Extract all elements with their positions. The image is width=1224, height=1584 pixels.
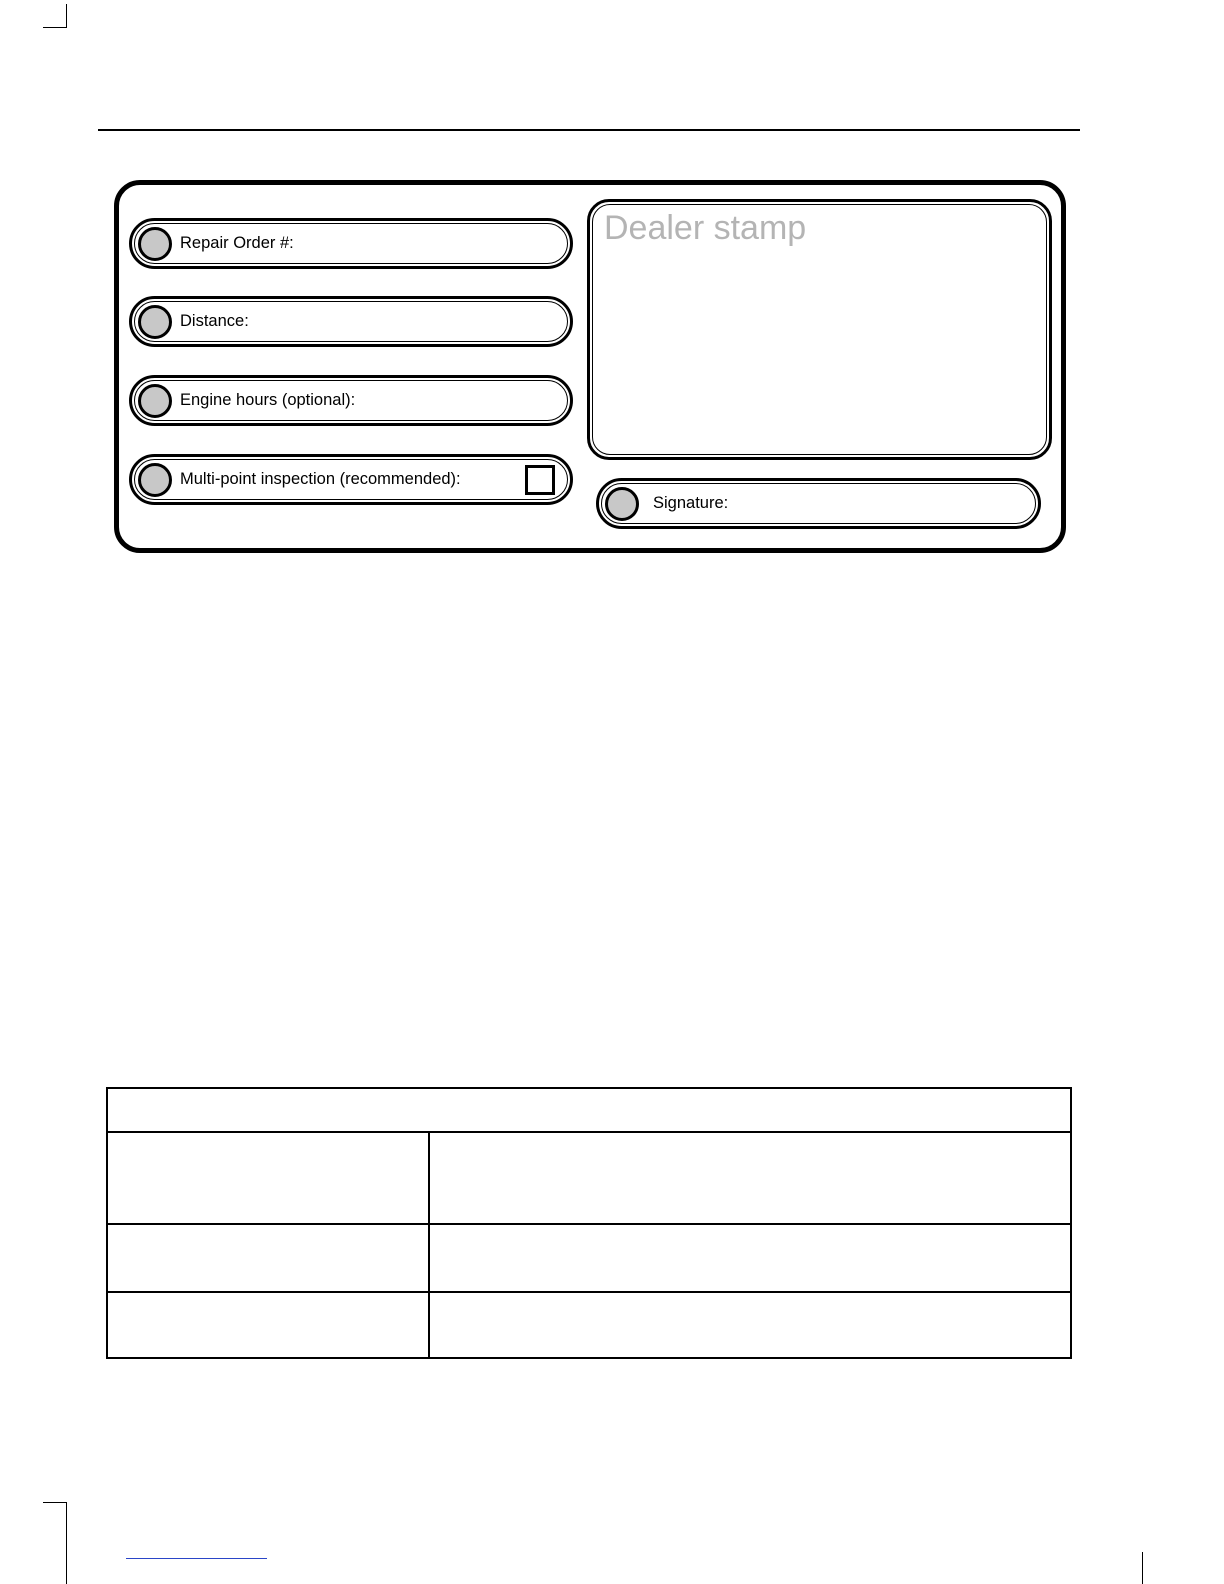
multi-point-inspection-field — [129, 454, 573, 505]
field-bullet-icon — [138, 384, 172, 418]
blank-record-table — [106, 1087, 1072, 1359]
table-row-divider — [108, 1291, 1070, 1293]
distance-label: Distance: — [180, 312, 249, 330]
repair-order-field[interactable] — [129, 218, 573, 269]
multi-point-inspection-label: Multi-point inspection (recommended): — [180, 470, 461, 488]
field-bullet-icon — [138, 227, 172, 261]
table-column-divider — [428, 1131, 430, 1359]
field-bullet-icon — [138, 463, 172, 497]
table-row-divider — [108, 1223, 1070, 1225]
crop-mark-bottom-left-horizontal — [43, 1502, 67, 1503]
engine-hours-field[interactable] — [129, 375, 573, 426]
crop-mark-bottom-right-vertical — [1142, 1552, 1143, 1584]
crop-mark-top-left-horizontal — [43, 27, 67, 28]
table-header-divider — [108, 1131, 1070, 1133]
crop-mark-top-left-vertical — [66, 4, 67, 28]
crop-mark-bottom-left-vertical — [66, 1502, 67, 1584]
signature-label: Signature: — [653, 494, 729, 512]
header-rule — [98, 129, 1080, 131]
dealer-stamp-label: Dealer stamp — [604, 209, 807, 247]
engine-hours-label: Engine hours (optional): — [180, 391, 356, 409]
footer-link-underline[interactable] — [126, 1558, 267, 1559]
multi-point-inspection-checkbox[interactable] — [525, 465, 555, 495]
repair-order-label: Repair Order #: — [180, 234, 294, 252]
field-bullet-icon — [138, 305, 172, 339]
dealer-stamp-box — [587, 199, 1052, 460]
field-bullet-icon — [605, 487, 639, 521]
distance-field[interactable] — [129, 296, 573, 347]
signature-field[interactable] — [596, 478, 1041, 529]
